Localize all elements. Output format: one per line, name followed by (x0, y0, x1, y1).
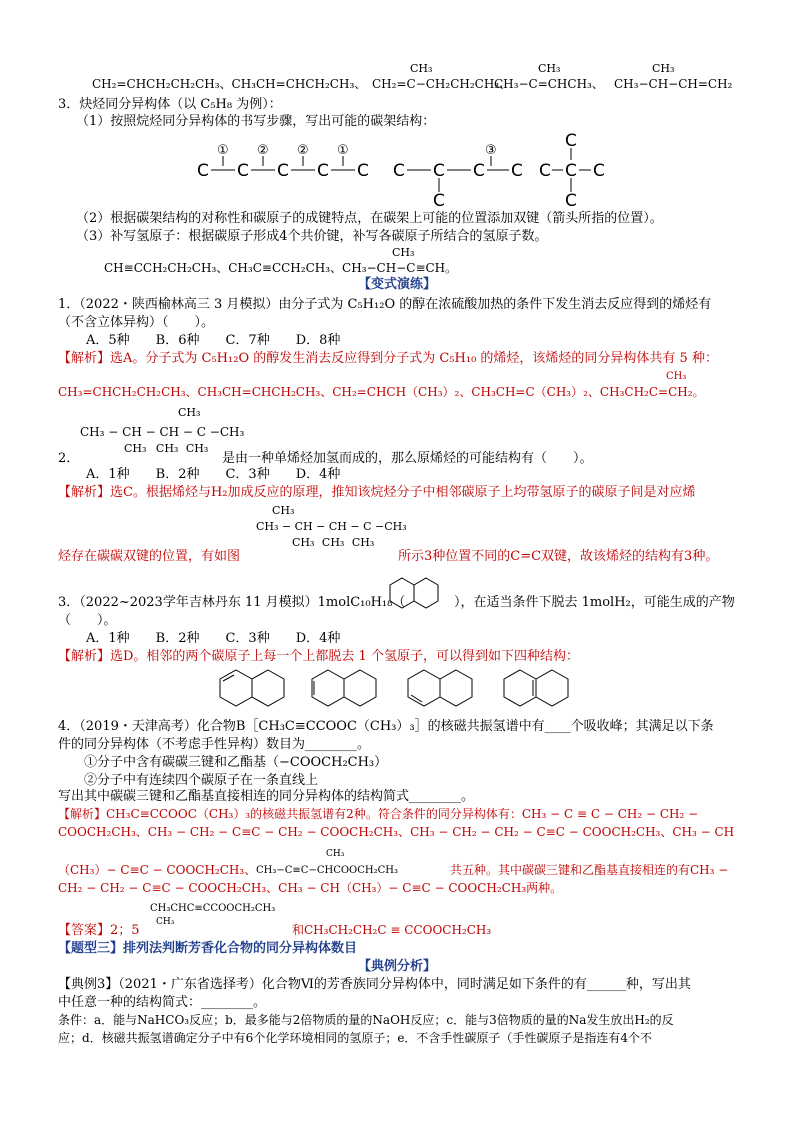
position-marker: ① (337, 143, 349, 158)
q1-options: A．5种 B．6种 C．7种 D．8种 (86, 333, 341, 348)
carbon-atom: C (565, 131, 577, 151)
ex3-line4: 应；d．核磁共振氢谱确定分子中有6个化学环境相同的氢原子；e．不含手性碳原子（手性碳原子是指连有4个不 (58, 1031, 653, 1045)
ch3-label: CH₃ (410, 62, 433, 75)
q4-analysis2: COOCH₂CH₃、CH₃ − CH₂ − C≡C − CH₂ − COOCH₂CH₃、CH₃ − CH₂ − CH₂ − C≡C − COOCH₂CH₃、CH₃ − CH (58, 825, 735, 839)
q4-analysis3a: （CH₃）− C≡C − COOCH₂CH₃、 (58, 863, 257, 877)
alkyne-title: 3．炔烃同分异构体（以 C₅H₈ 为例）： (58, 97, 282, 112)
q4-analysis4: CH₂ − CH₂ − C≡C − COOCH₂CH₃、CH₃ − CH（CH₃）− C≡C − COOCH₂CH₃两种。 (58, 881, 563, 895)
q4-analysis1: 【解析】CH₃C≡CCOOC（CH₃）₃的核磁共振氢谱有2种。符合条件的同分异构体有：CH₃ − C ≡ C − CH₂ − CH₂ − (58, 807, 699, 821)
alkyne-step2: （2）根据碳架结构的对称性和碳原子的成键特点，在碳架上可能的位置添加双键（箭头所指的位置）。 (76, 211, 663, 226)
q1-stem: 1．（2022・陕西榆林高三 3 月模拟）由分子式为 C₅H₁₂O 的醇在浓硫酸加热的条件下发生消去反应得到的烯烃有 (58, 297, 712, 312)
decalin-structure (384, 574, 446, 616)
q4-answer: 【答案】2；5 (58, 923, 140, 938)
q3-stem2: （ ）。 (58, 613, 117, 628)
ch3-label: CH₃ (538, 62, 561, 75)
carbon-atom: C (433, 161, 445, 181)
q3-stem-b: ），在适当条件下脱去 1molH₂，可能生成的产物 (454, 595, 735, 610)
section2-heading: 【典例分析】 (357, 959, 436, 974)
ch3-label: CH₃ (666, 371, 687, 382)
dehydrogenation-products (210, 666, 590, 714)
position-marker: ② (297, 143, 309, 158)
q2-number: 2． (58, 451, 80, 466)
q2-alkane-structure: CH₃ − CH − CH − C −CH₃ (80, 425, 245, 439)
carbon-atom: C (237, 161, 249, 181)
ch3-label: CH₃ (155, 442, 179, 455)
ch3-label: CH₃ (392, 246, 415, 259)
q4-stem2: 件的同分异构体（不考虑手性异构）数目为________。 (58, 737, 371, 752)
ch3-label: CH₃ (321, 536, 345, 549)
q2-analysis2b: 所示3种位置不同的C=C双键，故该烯烃的结构有3种。 (398, 549, 719, 564)
carbon-skeleton-diagram (195, 128, 635, 210)
ch3-label: CH₃ (351, 536, 375, 549)
formula-text: CH₂=CHCH₂CH₂CH₃、CH₃CH=CHCH₂CH₃、 (92, 77, 367, 91)
carbon-atom: C (511, 161, 523, 181)
ch3-label: CH₃ (156, 917, 175, 927)
formula-text: CH₂=C−CH₂CH₂CH₃、 (372, 77, 512, 91)
carbon-atom: C (357, 161, 369, 181)
carbon-atom: C (565, 161, 577, 181)
q3-stem: 3．（2022~2023学年吉林丹东 11 月模拟）1molC₁₀H₁₈（ (58, 595, 406, 610)
section-heading: 【变式演练】 (357, 277, 436, 292)
q1-stem2: （不含立体异构）（ ）。 (58, 315, 215, 330)
carbon-atom: C (473, 161, 485, 181)
q3-analysis: 【解析】选D。相邻的两个碳原子上每一个上都脱去 1 个氢原子，可以得到如下四种结构： (58, 649, 579, 664)
ch3-label: CH₃ (178, 406, 201, 419)
q1-analysis2: CH₃=CHCH₂CH₂CH₃、CH₃CH=CHCH₂CH₃、CH₂=CHCH（CH₃）₂、CH₃CH=C（CH₃）₂、CH₃CH₂C=CH₂。 (58, 385, 705, 399)
position-marker: ① (217, 143, 229, 158)
q4-inline-structure: CH₃−C≡C−CHCOOCH₂CH₃ (256, 865, 399, 876)
carbon-atom: C (197, 161, 209, 181)
q4-condition2: ②分子中有连续四个碳原子在一条直线上 (84, 773, 319, 788)
carbon-atom: C (565, 191, 577, 210)
ch3-label: CH₃ (292, 536, 315, 549)
q4-analysis3c: 共五种。其中碳碳三键和乙酯基直接相连的有CH₃ − (450, 863, 729, 877)
ch3-label: CH₃ (124, 442, 147, 455)
q2-analysis2a: 烃存在碳碳双键的位置，有如图 (58, 549, 241, 564)
carbon-atom: C (393, 161, 405, 181)
ch3-label: CH₃ (652, 62, 675, 75)
q2-structure-marked: CH₃ − CH − CH − C −CH₃ (256, 520, 407, 533)
carbon-atom: C (539, 161, 551, 181)
alkyne-answer: CH≡CCH₂CH₂CH₃、CH₃C≡CCH₂CH₃、CH₃−CH−C≡CH。 (104, 261, 458, 275)
carbon-atom: C (317, 161, 329, 181)
q4-answer2: 和CH₃CH₂CH₂C ≡ CCOOCH₂CH₃ (292, 923, 492, 937)
ch3-label: CH₃ (326, 849, 345, 859)
alkyne-step3: （3）补写氢原子：根据碳原子形成4个共价键，补写各碳原子所结合的氢原子数。 (76, 229, 548, 244)
q1-analysis: 【解析】选A。分子式为 C₅H₁₂O 的醇发生消去反应得到分子式为 C₅H₁₀ 的烯烃，该烯烃的同分异构体共有 5 种： (58, 351, 718, 366)
q2-options: A．1种 B．2种 C．3种 D．4种 (86, 467, 341, 482)
alkyne-step1: （1）按照烷烃同分异构体的书写步骤，写出可能的碳架结构： (76, 114, 436, 129)
formula-text: CH₃−CH−CH=CH₂ (614, 77, 733, 91)
carbon-atom: C (593, 161, 605, 181)
ch3-label: CH₃ (272, 504, 295, 517)
q4-answer-structure: CH₃CHC≡CCOOCH₂CH₃ (150, 903, 276, 914)
type3-heading: 【题型三】排列法判断芳香化合物的同分异构体数目 (58, 941, 358, 956)
q2-stem: 是由一种单烯烃加氢而成的，那么原烯烃的可能结构有（ ）。 (222, 451, 593, 466)
q3-options: A．1种 B．2种 C．3种 D．4种 (86, 631, 341, 646)
q4-stem: 4．（2019・天津高考）化合物B［CH₃C≡CCOOC（CH₃）₃］的核磁共振氢谱中有____个吸收峰；其满足以下条 (58, 719, 714, 734)
carbon-atom: C (277, 161, 289, 181)
formula-text: CH₃−C=CHCH₃、 (494, 77, 604, 91)
position-marker: ③ (485, 143, 497, 158)
q2-analysis: 【解析】选C。根据烯烃与H₂加成反应的原理，推知该烷烃分子中相邻碳原子上均带氢原子的碳原子间是对应烯 (58, 485, 696, 500)
ch3-label: CH₃ (185, 442, 209, 455)
q4-condition3: 写出其中碳碳三键和乙酯基直接相连的同分异构体的结构简式________。 (58, 789, 475, 804)
ex3-line2: 中任意一种的结构简式：________。 (58, 995, 267, 1010)
ex3-line1: 【典例3】（2021・广东省选择考）化合物Ⅵ的芳香族同分异构体中，同时满足如下条件的有______种，写出其 (58, 977, 691, 992)
q4-condition1: ①分子中含有碳碳三键和乙酯基（−COOCH₂CH₃） (84, 755, 388, 770)
position-marker: ② (257, 143, 269, 158)
carbon-atom: C (433, 191, 445, 210)
ex3-line3: 条件：a．能与NaHCO₃反应；b．最多能与2倍物质的量的NaOH反应；c．能与3倍物质的量的Na发生放出H₂的反 (58, 1013, 674, 1027)
